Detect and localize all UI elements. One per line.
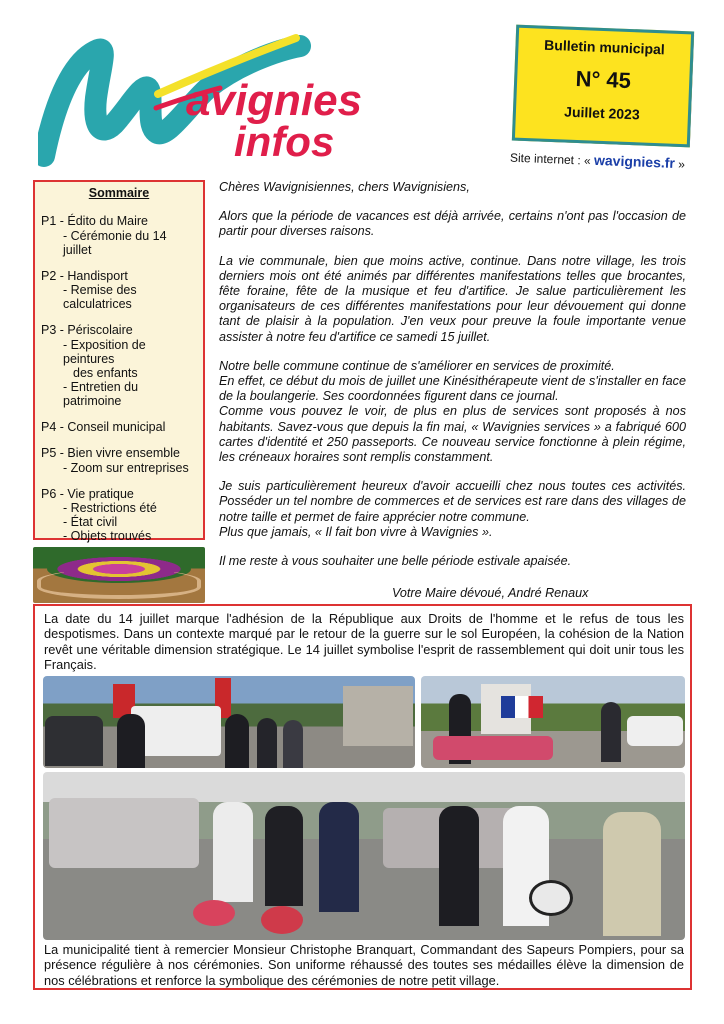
- car-shape: [627, 716, 683, 746]
- edito-line: En effet, ce début du mois de juillet une Kinésithérapeute vient de s'installer en face de la boulangerie. Ses coordonnées figurent dans ce journal.: [219, 374, 686, 404]
- sommaire-item: P2 - Handisport: [41, 268, 128, 283]
- drum-icon: [529, 880, 573, 916]
- sommaire-item: P3 - Périscolaire: [41, 323, 133, 337]
- person-shape: [265, 806, 303, 906]
- wavignies-logo: [38, 28, 418, 176]
- person-shape: [225, 714, 249, 768]
- site-link[interactable]: wavignies.fr: [593, 151, 676, 171]
- site-prefix: Site internet : «: [509, 150, 591, 168]
- car-shape: [45, 716, 103, 766]
- bulletin-date: Juillet 2023: [563, 103, 640, 123]
- crowd-shape: [49, 798, 199, 868]
- sommaire-item: P5 - Bien vivre ensemble: [41, 446, 180, 460]
- wreath-shape: [193, 900, 235, 926]
- person-shape: [213, 802, 253, 902]
- flag-shape: [501, 696, 543, 718]
- ceremony-box: [33, 604, 692, 990]
- sommaire-subitem: - Entretien du patrimoine: [63, 379, 139, 408]
- sommaire-item: P6 - Vie pratique: [41, 486, 134, 501]
- edito-paragraph: Il me reste à vous souhaiter une belle période estivale apaisée.: [219, 554, 572, 569]
- person-shape: [601, 702, 621, 762]
- sommaire-section: [41, 214, 197, 257]
- edito-paragraph: La vie communale, bien que moins active, continue. Dans notre village, les trois derniers mois ont été animés par différentes manifestations telles que brocantes, fête foraine, fête de la musique et feu d'artifice. Je salue particulièrement les organisateurs de ces différentes manifestations pour leur dévouement qui donne tant de plaisir à la population. J'en veux pour preuve la foule importante venue assister à notre feu d'artifice ce samedi 15 juillet.: [219, 253, 686, 344]
- ceremony-outro: La municipalité tient à remercier Monsieur Christophe Branquart, Commandant des Sapeurs Pompiers, pour sa présence régulière à nos cérémonies. Son uniforme réhaussé des toutes ses médailles élève la dimension de nos célébrations et renforce la symbolique des cérémonies de notre petit village.: [44, 942, 684, 988]
- edito-text: [219, 180, 686, 583]
- person-shape: [603, 812, 661, 936]
- sommaire-section: [41, 269, 197, 312]
- flowerbed-photo: [33, 547, 205, 603]
- edito-line: Comme vous pouvez le voir, de plus en plus de services sont proposés à nos habitants. Savez-vous que depuis la fin mai, « Wavignies services » a fabriqué 600 cartes d'identité et 250 passeports. Ce nouveau service fonctionne à plein régime, les créneaux horaires sont remplis constamment.: [219, 404, 686, 465]
- sommaire-subitem: des enfants: [73, 365, 138, 380]
- sommaire-section: [41, 323, 197, 408]
- sommaire-item: P1 - Édito du Maire: [41, 214, 148, 228]
- flowers-shape: [433, 736, 553, 760]
- bulletin-number: N° 45: [575, 65, 632, 94]
- person-shape: [283, 720, 303, 768]
- person-shape: [319, 802, 359, 912]
- site-suffix: »: [677, 157, 686, 172]
- sommaire-subitem: - Zoom sur entreprises: [63, 460, 189, 475]
- site-line: [510, 149, 686, 172]
- person-shape: [257, 718, 277, 768]
- sommaire-subitem: - Cérémonie du 14 juillet: [63, 228, 167, 257]
- sommaire-box: [33, 180, 205, 543]
- edito-greeting: Chères Wavignisiennes, chers Wavignisiens,: [219, 180, 470, 194]
- edito-paragraph: Alors que la période de vacances est déjà arrivée, certains n'ont pas l'occasion de partir pour diverses raisons.: [219, 209, 686, 239]
- edito-line: Je suis particulièrement heureux d'avoir accueilli chez nous toutes ces activités. Posséder un tel nombre de commerces et de services est rare dans des villages de notre taille et permet de faire apprécier notre commune.: [219, 479, 686, 524]
- wreath-shape: [261, 906, 303, 934]
- person-shape: [439, 806, 479, 926]
- sommaire-subitem: - Restrictions été: [63, 501, 157, 515]
- sommaire-title: Sommaire: [88, 186, 150, 200]
- ceremony-intro: La date du 14 juillet marque l'adhésion de la République aux Droits de l'homme et le refus de tous les despotismes. Dans un contexte marqué par le retour de la guerre sur le sol Européen, la cohésion de la Nation revêt une véritable dimension stratégique. Le 14 juillet symbolise l'esprit de rassemblement qui doit unir tous les Français.: [44, 611, 684, 673]
- sommaire-subitem: - Objets trouvés: [63, 529, 152, 543]
- sommaire-section: [41, 420, 197, 435]
- ceremony-photo-group: [43, 772, 685, 940]
- edito-paragraph: [219, 479, 686, 540]
- sommaire-item: P4 - Conseil municipal: [41, 419, 166, 434]
- sommaire-subitem: - État civil: [63, 515, 118, 529]
- bulletin-box: [512, 25, 694, 148]
- logo-word-infos: infos: [234, 118, 335, 165]
- flowerbed-wall: [37, 569, 201, 599]
- sommaire-section: [41, 446, 197, 475]
- sommaire-section: [41, 487, 197, 544]
- edito-signature: Votre Maire dévoué, André Renaux: [392, 586, 589, 600]
- bulletin-title: Bulletin municipal: [543, 36, 666, 58]
- person-shape: [117, 714, 145, 768]
- edito-line: Plus que jamais, « Il fait bon vivre à Wavignies ».: [219, 524, 493, 539]
- edito-line: Notre belle commune continue de s'améliorer en services de proximité.: [219, 358, 615, 373]
- ceremony-photo-monument: [421, 676, 685, 768]
- sommaire-subitem: - Exposition de peintures: [63, 337, 146, 366]
- ceremony-photo-parade: [43, 676, 415, 768]
- edito-paragraph: [219, 359, 686, 465]
- logo-word-wavignies: avignies: [186, 76, 363, 125]
- sommaire-subitem: - Remise des calculatrices: [63, 283, 137, 311]
- building-shape: [343, 686, 413, 746]
